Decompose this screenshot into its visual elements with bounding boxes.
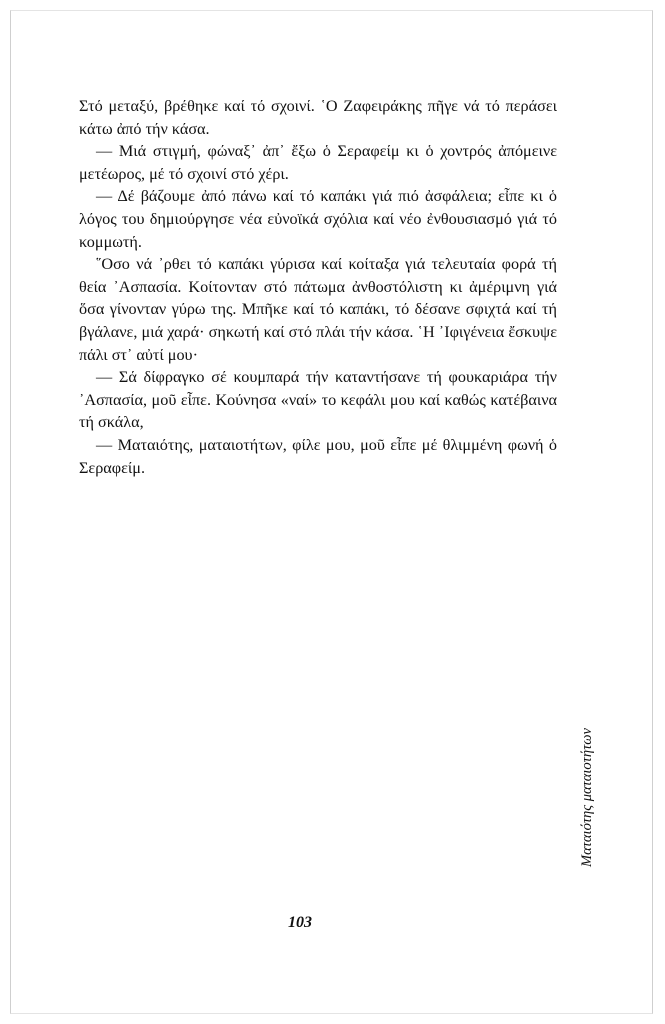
paragraph-2: — Μιά στιγμή, φώναξ᾽ ἀπ᾽ ἔξω ὁ Σεραφείμ κι ὁ χοντρός ἀπόμεινε μετέωρος, μέ τό σχοινί στό χέρι. (79, 142, 557, 183)
paragraph-6: — Ματαιότης, ματαιοτήτων, φίλε μου, μοῦ εἶπε μέ θλιμμένη φωνή ὁ Σεραφείμ. (79, 435, 557, 477)
running-title (576, 700, 598, 895)
page-number: 103 (288, 914, 312, 931)
body-text (79, 95, 557, 479)
paragraph-1: Στό μεταξύ, βρέθηκε καί τό σχοινί. ῾Ο Ζαφειράκης πῆγε νά τό περάσει κάτω ἀπό τήν κάσα. (79, 97, 557, 138)
paragraph-3: — Δέ βάζουμε ἀπό πάνω καί τό καπάκι γιά πιό ἀσφάλεια; εἶπε κι ὁ λόγος του δημιούργησε νέα εὐνοϊκά σχόλια καί νέο ἐνθουσιασμό γιά τό κομμωτή. (79, 187, 557, 251)
running-title-text: Ματαιότης ματαιοτήτων (578, 728, 595, 867)
paragraph-5: — Σά δίφραγκο σέ κουμπαρά τήν καταντήσανε τή φουκαριάρα τήν ᾽Ασπασία, μοῦ εἶπε. Κούνησα «ναί» το κεφάλι μου καί καθώς κατέβαινα τή σκάλα, (79, 368, 557, 432)
paragraph-4: ῞Οσο νά ᾽ρθει τό καπάκι γύρισα καί κοίταξα γιά τελευταία φορά τή θεία ᾽Ασπασία. Κοίτονταν στό πάτωμα ἀνθοστόλιστη κι ἀμέριμνη γιά ὅσα γίνονταν γύρω της. Μπῆκε καί τό καπάκι, τό δέσανε σφιχτά καί τή βγάλανε, μιά χαρά· σηκωτή καί στό πλάι τήν κάσα. ῾Η ᾽Ιφιγένεια ἔσκυψε πάλι στ᾽ αὐτί μου· (79, 255, 557, 364)
